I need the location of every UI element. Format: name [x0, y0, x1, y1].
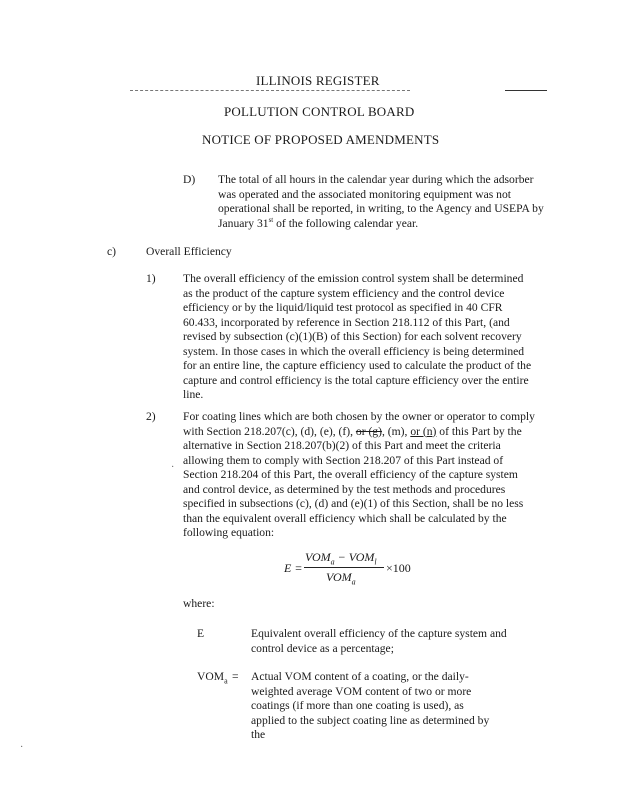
equation-numerator — [305, 550, 377, 565]
item-d-sup: st — [268, 215, 274, 224]
eq-num-b-sub: l — [374, 557, 377, 567]
margin-mark: · — [171, 462, 175, 473]
def-text-e: Equivalent overall efficiency of the capture system and control device as a percentage; — [251, 627, 507, 655]
item-2-struck-text: or (g) — [355, 424, 382, 438]
item-d-text — [218, 173, 548, 231]
eq-num-b: VOM — [348, 550, 375, 564]
item-2-text-a: For coating lines which are both chosen by the owner or operator to comply with Section 218.207(c), (d), (e), (f), — [183, 410, 535, 438]
equation-denominator — [326, 570, 356, 585]
equation-multiplier: ×100 — [386, 561, 411, 575]
def-voma-sub: a — [224, 676, 228, 686]
eq-den: VOM — [326, 570, 352, 584]
item-2-text-b: , (m), — [381, 424, 411, 438]
header-rule-right — [505, 90, 547, 91]
item-2-text — [183, 410, 535, 541]
eq-num-op: − — [334, 550, 349, 564]
eq-den-sub: a — [351, 577, 356, 587]
item-d-text-end: of the following calendar year. — [273, 216, 419, 230]
eq-num-a: VOM — [305, 550, 331, 564]
item-2-inserted-text: or (n) — [410, 424, 437, 438]
corner-mark: · — [20, 742, 24, 753]
section-c-label: c) — [107, 245, 117, 258]
header-rule-left — [130, 90, 410, 91]
eq-num-a-sub: a — [330, 557, 335, 567]
item-1-label: 1) — [146, 272, 156, 285]
def-text-voma: Actual VOM content of a coating, or the daily-weighted average VOM content of two or more coatings (if more than one coating is used), as applied to the subject coating line as determined by the — [251, 670, 490, 741]
equation-fraction-bar — [304, 567, 384, 568]
section-c-title: Overall Efficiency — [146, 245, 232, 258]
def-sep-voma: = — [232, 670, 239, 683]
item-d-label: D) — [183, 173, 196, 186]
notice-title: NOTICE OF PROPOSED AMENDMENTS — [202, 132, 440, 147]
item-d-text-main: The total of all hours in the calendar year during which the adsorber was operated and the associated monitoring equipment was not operational shall be reported, in writing, to the Agency and USEPA by January 31 — [218, 173, 544, 230]
board-title: POLLUTION CONTROL BOARD — [224, 104, 415, 119]
def-voma-term: VOM — [197, 670, 225, 683]
equation-lhs: E = — [284, 561, 303, 575]
item-2-label: 2) — [146, 410, 156, 423]
item-2-text-c: of this Part by the alternative in Section 218.207(b)(2) of this Part and meet the criteria allowing them to comply with Section 218.207 of this Part instead of Section 218.204 of this Part, the overall efficiency of the capture system and control device, as determined by the test methods and procedures specified in subsections (c), (d) and (e)(1) of this Section, shall be no less than the equivalent overall efficiency which shall be calculated by the following equation: — [183, 424, 524, 539]
where-label: where: — [183, 597, 215, 610]
def-term-voma — [197, 670, 228, 685]
item-1-text: The overall efficiency of the emission control system shall be determined as the product of the capture system efficiency and the control device efficiency or by the liquid/liquid test protocol as specified in 40 CFR 60.433, incorporated by reference in Section 218.112 of this Part, (and revised by subsection (c)(1)(B) of this Section) for each solvent recovery system. In those cases in which the overall efficiency is being determined for an entire line, the capture efficiency used to calculate the product of the capture and control efficiency is the total capture efficiency over the entire line. — [183, 272, 532, 401]
register-title: ILLINOIS REGISTER — [256, 73, 380, 88]
def-term-e: E — [197, 627, 205, 640]
